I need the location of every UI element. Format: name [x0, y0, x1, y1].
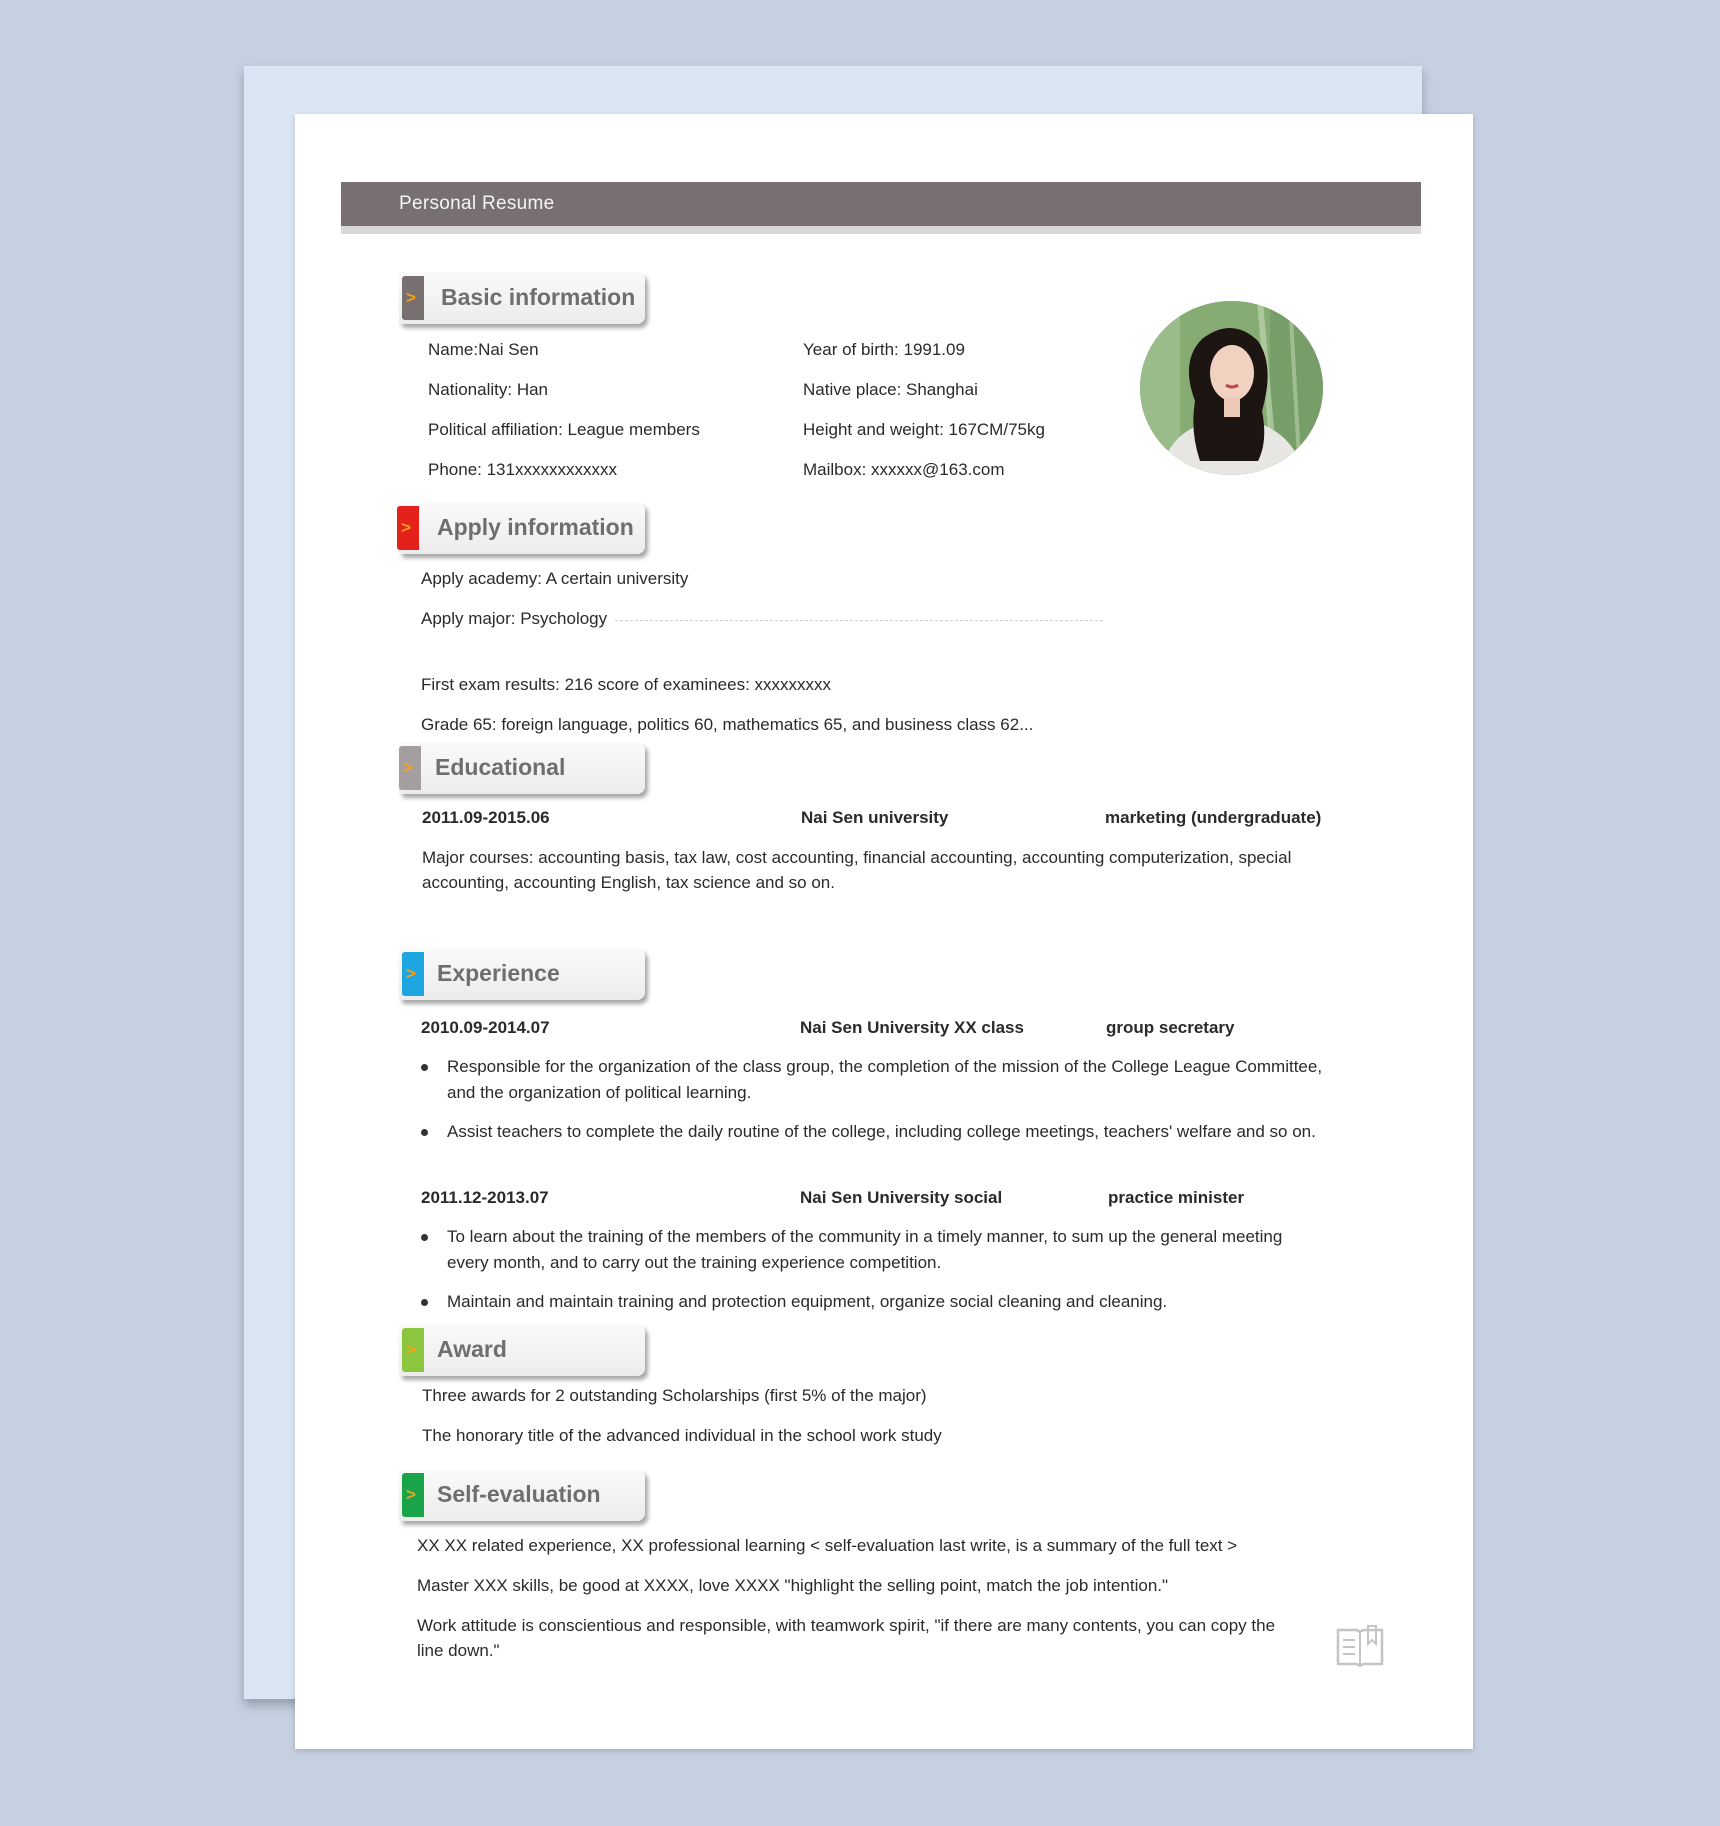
section-experience-heading	[399, 948, 645, 1000]
basic-phone: Phone: 131xxxxxxxxxxxx	[428, 460, 617, 479]
list-item	[421, 1224, 1381, 1284]
section-title: Self-evaluation	[437, 1481, 601, 1507]
section-title: Basic information	[441, 284, 636, 310]
section-title: Experience	[437, 960, 560, 986]
section-title: Award	[437, 1336, 507, 1362]
section-self-heading	[399, 1469, 645, 1521]
apply-grades: Grade 65: foreign language, politics 60, mathematics 65, and business class 62...	[421, 715, 1034, 734]
tab-marker	[402, 952, 424, 996]
apply-exam-results: First exam results: 216 score of examinees: xxxxxxxxx	[421, 675, 832, 694]
chevron-right-icon: >	[403, 758, 413, 777]
award-line2: The honorary title of the advanced individual in the school work study	[422, 1426, 942, 1445]
section-education-heading	[399, 742, 645, 794]
exp1-period: 2010.09-2014.07	[421, 1018, 550, 1037]
apply-academy: Apply academy: A certain university	[421, 569, 689, 588]
basic-native: Native place: Shanghai	[803, 380, 978, 399]
exp2-role: practice minister	[1108, 1188, 1245, 1207]
chevron-right-icon: >	[406, 1485, 416, 1504]
chevron-right-icon: >	[406, 288, 416, 307]
section-award-heading	[399, 1324, 645, 1376]
edu-major: marketing (undergraduate)	[1105, 808, 1322, 827]
exp1-org: Nai Sen University XX class	[800, 1018, 1024, 1037]
chevron-right-icon: >	[406, 1340, 416, 1359]
edu-courses-line1: Major courses: accounting basis, tax law, cost accounting, financial accounting, accounting computerization, special	[422, 848, 1292, 867]
exp2-period: 2011.12-2013.07	[421, 1188, 549, 1207]
bullet-text: Assist teachers to complete the daily routine of the college, including college meetings, teachers' welfare and so on.	[447, 1122, 1316, 1141]
section-title: Apply information	[437, 514, 634, 540]
bullet-text: To learn about the training of the members of the community in a timely manner, to sum up the general meeting	[447, 1227, 1283, 1246]
tab-marker	[402, 1473, 424, 1517]
divider	[615, 620, 1103, 621]
section-basic-heading	[399, 272, 645, 324]
list-item	[421, 1119, 1381, 1149]
self-line3b: line down."	[417, 1641, 500, 1660]
basic-mailbox: Mailbox: xxxxxx@163.com	[803, 460, 1005, 479]
self-line3a: Work attitude is conscientious and responsible, with teamwork spirit, "if there are many contents, you can copy the	[417, 1616, 1276, 1635]
bullet-text: Maintain and maintain training and protection equipment, organize social cleaning and cleaning.	[447, 1292, 1168, 1311]
bullet-text: every month, and to carry out the training experience competition.	[447, 1253, 942, 1272]
self-line2: Master XXX skills, be good at XXXX, love XXXX "highlight the selling point, match the job intention."	[417, 1576, 1169, 1595]
bullet-icon	[421, 1299, 428, 1306]
page-title: Personal Resume	[399, 193, 555, 214]
title-bar	[341, 182, 1421, 234]
basic-name: Name:Nai Sen	[428, 340, 539, 359]
bullet-text: and the organization of political learning.	[447, 1083, 752, 1102]
bullet-icon	[421, 1234, 428, 1241]
tab-marker	[397, 506, 419, 550]
apply-major: Apply major: Psychology	[421, 609, 608, 628]
edu-courses-line2: accounting, accounting English, tax science and so on.	[422, 873, 835, 892]
bullet-text: Responsible for the organization of the class group, the completion of the mission of the College League Committee,	[447, 1057, 1323, 1076]
list-item	[421, 1289, 1381, 1319]
chevron-right-icon: >	[401, 518, 411, 537]
resume-page	[295, 114, 1473, 1749]
chevron-right-icon: >	[406, 964, 416, 983]
basic-nationality: Nationality: Han	[428, 380, 549, 399]
bullet-icon	[421, 1064, 428, 1071]
tab-marker	[402, 1328, 424, 1372]
basic-political: Political affiliation: League members	[428, 420, 700, 439]
section-title: Educational	[435, 754, 566, 780]
section-apply-heading	[399, 502, 645, 554]
edu-period: 2011.09-2015.06	[422, 808, 550, 827]
exp1-role: group secretary	[1106, 1018, 1235, 1037]
open-book-icon	[1335, 1624, 1385, 1668]
portrait-photo-icon	[1140, 301, 1323, 475]
basic-birth: Year of birth: 1991.09	[803, 340, 965, 359]
tab-marker	[399, 746, 421, 790]
exp2-org: Nai Sen University social	[800, 1188, 1003, 1207]
basic-height-weight: Height and weight: 167CM/75kg	[803, 420, 1045, 439]
tab-marker	[402, 276, 424, 320]
bullet-icon	[421, 1129, 428, 1136]
edu-school: Nai Sen university	[801, 808, 949, 827]
avatar	[1140, 301, 1323, 475]
award-line1: Three awards for 2 outstanding Scholarships (first 5% of the major)	[422, 1386, 927, 1405]
self-line1: XX XX related experience, XX professional learning < self-evaluation last write, is a summary of the full text >	[417, 1536, 1238, 1555]
list-item	[421, 1054, 1381, 1114]
